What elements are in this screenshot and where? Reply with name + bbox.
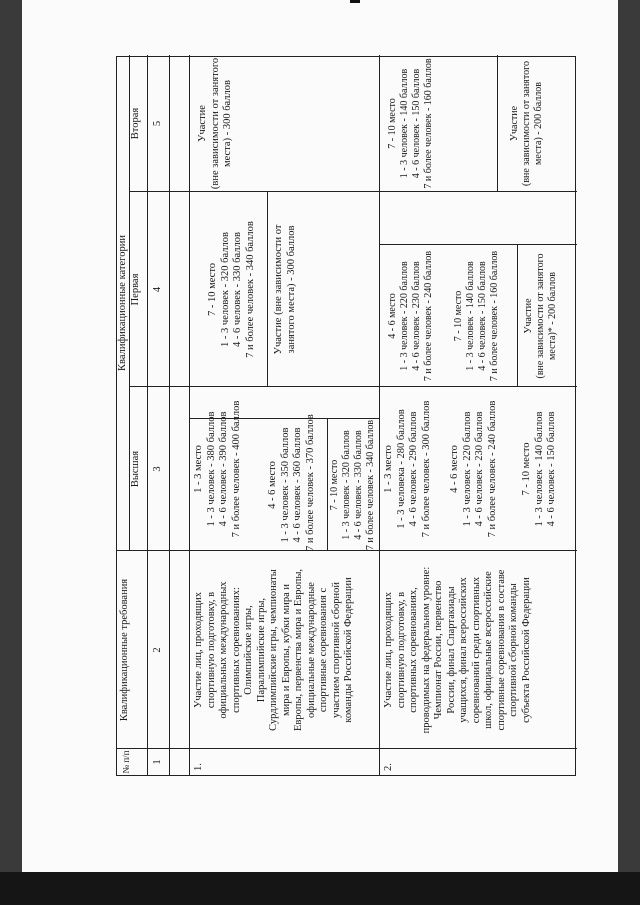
text-line: 7 и более человек - 300 баллов bbox=[420, 400, 432, 538]
text-line: спортивные соревнования в составе bbox=[495, 569, 507, 731]
second-category-score bbox=[387, 55, 435, 192]
col-number: 5 bbox=[152, 120, 163, 127]
grid-line bbox=[147, 55, 148, 775]
text-line: спортивную подготовку, в bbox=[395, 591, 407, 709]
text-line: 7 и более человек - 160 баллов bbox=[423, 58, 434, 189]
col-number: 2 bbox=[152, 647, 163, 653]
text-line: 4 - 6 человек - 330 баллов bbox=[232, 232, 243, 347]
text-line: Участие (вне зависимости от bbox=[273, 224, 284, 355]
text-line: (вне зависимости от занятого bbox=[209, 57, 221, 190]
row-number: 2. bbox=[383, 763, 394, 771]
text-line: 1 - 3 человек - 320 баллов bbox=[341, 430, 352, 540]
text-line: 4 - 6 человек - 150 баллов bbox=[546, 411, 557, 527]
text-line: спортивных соревнованиях: bbox=[230, 587, 242, 713]
text-line: 4 - 6 человек - 150 баллов bbox=[477, 261, 488, 371]
text-line: 7 - 10 место bbox=[521, 442, 532, 496]
second-category-score bbox=[197, 55, 235, 192]
text-line: Олимпийские игры, bbox=[243, 605, 254, 695]
text-line: 1 - 3 человека - 280 баллов bbox=[395, 409, 407, 529]
requirements-header: Квалификационные требования bbox=[119, 578, 130, 722]
text-line: (вне зависимости от занятого bbox=[535, 253, 546, 379]
text-line: 7 и более человек - 370 баллов bbox=[304, 414, 316, 551]
first-category-score bbox=[273, 192, 298, 387]
grid-line bbox=[189, 55, 190, 775]
text-line: субъекта Российской Федерации bbox=[520, 577, 532, 723]
requirement-text bbox=[383, 551, 533, 749]
text-line: 4 - 6 человек - 330 баллов bbox=[353, 430, 364, 540]
col-number: 3 bbox=[152, 466, 163, 472]
text-line: школ, официальные всероссийские bbox=[483, 571, 494, 729]
text-line: 7 и более человек - 160 баллов bbox=[489, 250, 500, 382]
text-line: 4 - 6 человек - 390 баллов bbox=[218, 411, 229, 527]
first-category-score bbox=[387, 245, 435, 387]
text-line: официальных международных bbox=[218, 581, 229, 719]
grid-line bbox=[379, 55, 380, 775]
text-line: места) - 200 баллов bbox=[533, 82, 544, 165]
text-line: Участие лиц, проходящих bbox=[193, 591, 204, 709]
rotated-table-wrapper bbox=[116, 56, 576, 776]
text-line: 1 - 3 человек - 140 баллов bbox=[399, 68, 410, 179]
grid-line bbox=[517, 245, 518, 387]
qualification-table bbox=[116, 56, 576, 776]
text-line: Чемпионат России, первенство bbox=[433, 580, 444, 720]
text-line: 1 - 3 человек - 320 баллов bbox=[219, 232, 231, 347]
grid-line bbox=[267, 192, 268, 387]
text-line: места) - 300 баллов bbox=[222, 80, 233, 168]
first-category-score bbox=[523, 245, 559, 387]
text-line: 1 - 3 человек - 350 баллов bbox=[279, 427, 291, 543]
text-line: 7 и более человек - 340 баллов bbox=[365, 419, 376, 551]
text-line: 4 - 6 человек - 230 баллов bbox=[474, 411, 485, 527]
text-line: Участие bbox=[197, 105, 208, 142]
high-category-score bbox=[267, 414, 317, 551]
first-category-score bbox=[207, 192, 257, 387]
high-category-score bbox=[521, 387, 559, 551]
text-line: 1 - 3 человек - 140 баллов bbox=[533, 411, 545, 527]
text-line: Паралимпийские игры, bbox=[255, 597, 267, 703]
text-line: места)* - 200 баллов bbox=[547, 272, 558, 360]
text-line: 7 и более человек - 240 баллов bbox=[486, 400, 498, 538]
text-line: 7 и более человек - 340 баллов bbox=[244, 221, 256, 358]
text-line: Участие bbox=[523, 298, 534, 334]
text-line: 1 - 3 место bbox=[383, 445, 394, 493]
high-category-score bbox=[449, 387, 499, 551]
text-line: Европы, первенства мира и Европы, bbox=[293, 568, 304, 732]
text-line: 7 - 10 место bbox=[329, 459, 340, 511]
scanned-page bbox=[22, 0, 618, 872]
text-line: официальные международные bbox=[305, 582, 317, 718]
grid-line bbox=[497, 55, 498, 192]
text-line: 7 - 10 место bbox=[207, 262, 218, 317]
grid-line bbox=[327, 419, 328, 551]
text-line: России, финал Спартакиады bbox=[445, 586, 457, 714]
high-category-score bbox=[193, 387, 243, 551]
text-line: 1 - 3 человек - 220 баллов bbox=[399, 261, 410, 371]
first-category-header: Первая bbox=[130, 273, 141, 306]
grid-line bbox=[169, 55, 170, 775]
text-line: Участие лиц, проходящих bbox=[383, 591, 394, 709]
text-line: 1 - 3 место bbox=[193, 445, 204, 493]
text-line: 4 - 6 человек - 230 баллов bbox=[411, 261, 422, 371]
text-line: Сурдлимпийские игры, чемпионаты bbox=[268, 569, 279, 731]
high-category-header: Высшая bbox=[130, 450, 141, 488]
second-category-header: Вторая bbox=[130, 107, 141, 140]
text-line: 7 - 10 место bbox=[453, 290, 464, 342]
num-header: № п/п bbox=[121, 750, 131, 774]
scan-artifact bbox=[350, 0, 360, 3]
row-number: 1. bbox=[193, 763, 204, 771]
categories-header: Квалификационные категории bbox=[117, 235, 128, 371]
text-line: учащихся, финал всероссийских bbox=[458, 577, 469, 723]
text-line: участием спортивной сборной bbox=[330, 581, 342, 719]
text-line: 7 и более человек - 400 баллов bbox=[230, 400, 242, 538]
text-line: 4 - 6 место bbox=[267, 461, 278, 509]
text-line: 4 - 6 человек - 360 баллов bbox=[292, 427, 303, 543]
first-category-score bbox=[453, 245, 501, 387]
text-line: команды Российской Федерации bbox=[343, 577, 354, 723]
high-category-score bbox=[383, 387, 433, 551]
text-line: спортивную подготовку, в bbox=[205, 591, 217, 709]
text-line: соревнований среди спортивных bbox=[470, 576, 482, 724]
text-line: спортивные соревнования с bbox=[318, 587, 329, 713]
text-line: 1 - 3 человек - 220 баллов bbox=[461, 411, 473, 527]
text-line: Участие bbox=[509, 105, 520, 142]
text-line: 1 - 3 человек - 380 баллов bbox=[205, 411, 217, 527]
text-line: 4 - 6 человек - 150 баллов bbox=[411, 68, 422, 179]
text-line: проводимых на федеральном уровне: bbox=[420, 566, 432, 734]
text-line: спортивной сборной команды bbox=[508, 583, 519, 717]
text-line: 1 - 3 человек - 140 баллов bbox=[465, 261, 476, 371]
text-line: спортивных соревнованиях, bbox=[408, 587, 419, 713]
text-line: 4 - 6 место bbox=[449, 445, 460, 493]
text-line: (вне зависимости от занятого bbox=[521, 61, 532, 186]
col-number: 4 bbox=[152, 286, 163, 293]
text-line: 7 и более человек - 240 баллов bbox=[423, 250, 434, 382]
text-line: занятого места) - 300 баллов bbox=[285, 225, 297, 354]
text-line: 4 - 6 место bbox=[387, 293, 398, 339]
text-line: 7 - 10 место bbox=[387, 98, 398, 149]
second-category-score bbox=[509, 55, 545, 192]
text-line: мира и Европы, кубки мира и bbox=[280, 584, 292, 717]
high-category-score bbox=[329, 419, 377, 551]
col-number: 1 bbox=[152, 759, 163, 765]
scanner-border bbox=[0, 872, 640, 905]
requirement-text bbox=[193, 551, 356, 749]
text-line: 4 - 6 человек - 290 баллов bbox=[408, 411, 419, 527]
